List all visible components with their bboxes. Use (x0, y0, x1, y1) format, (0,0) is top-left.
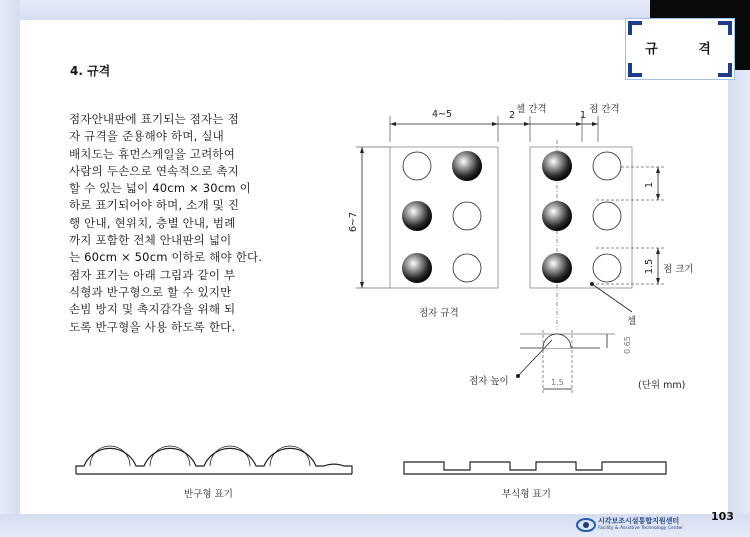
body-line: 사람의 두손으로 연속적으로 촉지 (69, 163, 239, 178)
body-line: 행 안내, 현위치, 층별 안내, 범례 (69, 215, 236, 230)
engraved-braille-figure (404, 462, 666, 474)
hemisphere-caption: 반구형 표기 (184, 489, 233, 500)
leader-end-dot (516, 374, 520, 378)
dim-dot-height: 0.65 (623, 336, 632, 354)
body-line: 자 규격을 준용해야 하며, 실내 (69, 129, 224, 144)
hemisphere-braille-figure (76, 446, 352, 474)
body-line: 까지 포함한 전체 안내판의 넓이 (69, 233, 232, 248)
braille-dot-raised (402, 201, 432, 231)
braille-dot-raised (542, 253, 572, 283)
section-heading: 4. 규격 (70, 64, 111, 78)
dim-cell-height: 6~7 (348, 211, 359, 232)
braille-dot-raised (452, 151, 482, 181)
label-cell-gap: 셀 간격 (516, 104, 547, 115)
braille-dot-empty (453, 202, 481, 230)
dim-dot-spacing: 1 (644, 181, 655, 188)
leader-end-dot (590, 282, 594, 286)
org-name: 시각보조시설통합지원센터 (598, 517, 680, 525)
org-logo (576, 515, 696, 535)
engraved-caption: 부식형 표기 (502, 489, 551, 500)
braille-dot-raised (542, 151, 572, 181)
body-line: 할 수 있는 넓이 40cm × 30cm 이 (69, 181, 251, 196)
body-line: 점자안내판에 표기되는 점자는 점 (69, 112, 239, 126)
page-number: 103 (711, 510, 734, 523)
body-line: 손빔 방지 및 촉지감각을 위해 되 (69, 302, 236, 317)
body-line: 하로 표기되어야 하며, 소개 및 진 (69, 198, 240, 213)
label-cell: 셀 (627, 316, 637, 327)
braille-dot-empty (403, 152, 431, 180)
org-english-name: Facility & Assistive Technology Center (598, 526, 683, 531)
body-line: 도록 반구형을 사용 하도록 한다. (69, 319, 236, 334)
dim-dot-size: 1.5 (644, 258, 655, 274)
label-dot-gap: 점 간격 (589, 104, 620, 115)
dim-cell-width: 4~5 (432, 109, 453, 120)
body-line: 배치도는 휴먼스케일을 고려하여 (69, 146, 236, 161)
dim-cell-gap-value: 2 (509, 110, 516, 121)
caption-braille-spec: 점자 규격 (419, 308, 459, 319)
braille-dot-empty (593, 202, 621, 230)
badge-title: 규 격 (645, 42, 729, 57)
body-line: 점자 표기는 아래 그림과 같이 부 (69, 267, 236, 282)
dim-dot-gap-value: 1 (580, 110, 587, 121)
braille-dot-empty (593, 152, 621, 180)
body-line: 식형과 반구형으로 할 수 있지만 (69, 284, 232, 299)
braille-dot-raised (402, 253, 432, 283)
dim-dot-base: 1.5 (551, 378, 564, 387)
label-dot-size: 점 크기 (663, 264, 694, 275)
unit-note: (단위 mm) (638, 380, 686, 391)
body-line: 는 60cm × 50cm 이하로 해야 한다. (69, 250, 263, 265)
label-dot-height: 점자 높이 (469, 376, 509, 387)
braille-dot-empty (593, 254, 621, 282)
org-logo-icon (576, 517, 596, 533)
braille-dot-raised (542, 201, 572, 231)
braille-dot-empty (453, 254, 481, 282)
